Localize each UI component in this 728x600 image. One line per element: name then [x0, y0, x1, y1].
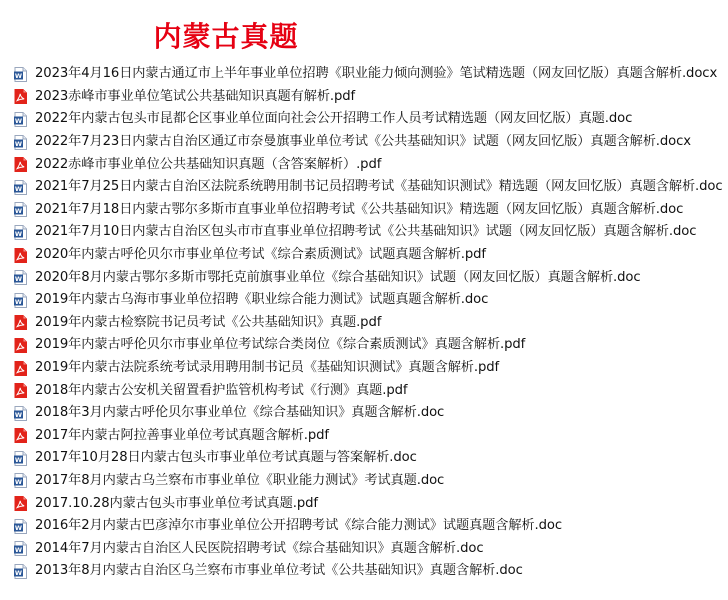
pdf-doc-icon — [14, 496, 27, 511]
file-name: 2023年4月16日内蒙古通辽市上半年事业单位招聘《职业能力倾向测验》笔试精选题（网友回忆版）真题含解析.docx — [35, 66, 718, 82]
file-name: 2017年8月内蒙古乌兰察布市事业单位《职业能力测试》考试真题.doc — [35, 472, 445, 488]
file-name: 2023赤峰市事业单位笔试公共基础知识真题有解析.pdf — [35, 88, 356, 104]
file-name: 2022年7月23日内蒙古自治区通辽市奈曼旗事业单位考试《公共基础知识》试题（网友回忆版）真题含解析.docx — [35, 134, 691, 150]
file-item[interactable] — [14, 379, 726, 402]
svg-text:W: W — [14, 275, 23, 284]
file-name: 2019年内蒙古呼伦贝尔市事业单位考试综合类岗位《综合素质测试》真题含解析.pdf — [35, 337, 526, 353]
file-name: 2021年7月25日内蒙古自治区法院系统聘用制书记员招聘考试《基础知识测试》精选题（网友回忆版）真题含解析.doc — [35, 179, 723, 195]
svg-text:W: W — [14, 297, 23, 306]
file-name: 2017年10月28日内蒙古包头市事业单位考试真题与答案解析.doc — [35, 450, 417, 466]
word-doc-icon — [14, 112, 27, 127]
svg-text:W: W — [14, 568, 23, 577]
word-doc-icon — [14, 202, 27, 217]
word-doc-icon — [14, 519, 27, 534]
file-item[interactable] — [14, 266, 726, 289]
pdf-doc-icon — [14, 315, 27, 330]
pdf-doc-icon — [14, 338, 27, 353]
pdf-doc-icon — [14, 361, 27, 376]
pdf-doc-icon — [14, 383, 27, 398]
file-item[interactable] — [14, 86, 726, 109]
file-name: 2019年内蒙古法院系统考试录用聘用制书记员《基础知识测试》真题含解析.pdf — [35, 360, 500, 376]
file-name: 2022年内蒙古包头市昆都仑区事业单位面向社会公开招聘工作人员考试精选题（网友回忆版）真题.doc — [35, 111, 633, 127]
svg-text:W: W — [14, 523, 23, 532]
svg-text:W: W — [14, 71, 23, 80]
file-name: 2021年7月18日内蒙古鄂尔多斯市直事业单位招聘考试《公共基础知识》精选题（网友回忆版）真题含解析.doc — [35, 201, 684, 217]
pdf-doc-icon — [14, 428, 27, 443]
file-name: 2018年3月内蒙古呼伦贝尔事业单位《综合基础知识》真题含解析.doc — [35, 405, 445, 421]
pdf-doc-icon — [14, 89, 27, 104]
pdf-doc-icon — [14, 157, 27, 172]
file-name: 2014年7月内蒙古自治区人民医院招聘考试《综合基础知识》真题含解析.doc — [35, 540, 484, 556]
file-name: 2021年7月10日内蒙古自治区包头市市直事业单位招聘考试《公共基础知识》试题（网友回忆版）真题含解析.doc — [35, 224, 697, 240]
file-item[interactable] — [14, 176, 726, 199]
svg-text:W: W — [14, 229, 23, 238]
svg-text:W: W — [14, 455, 23, 464]
pdf-doc-icon — [14, 248, 27, 263]
file-item[interactable] — [14, 131, 726, 154]
file-item[interactable] — [14, 402, 726, 425]
word-doc-icon — [14, 564, 27, 579]
file-name: 2020年内蒙古呼伦贝尔市事业单位考试《综合素质测试》试题真题含解析.pdf — [35, 247, 486, 263]
file-name: 2019年内蒙古检察院书记员考试《公共基础知识》真题.pdf — [35, 314, 382, 330]
file-item[interactable] — [14, 289, 726, 312]
file-name: 2022赤峰市事业单位公共基础知识真题（含答案解析）.pdf — [35, 156, 382, 172]
file-item[interactable] — [14, 447, 726, 470]
file-name: 2013年8月内蒙古自治区乌兰察布市事业单位考试《公共基础知识》真题含解析.doc — [35, 563, 523, 579]
word-doc-icon — [14, 406, 27, 421]
file-item[interactable] — [14, 470, 726, 493]
file-name: 2019年内蒙古乌海市事业单位招聘《职业综合能力测试》试题真题含解析.doc — [35, 292, 489, 308]
file-item[interactable] — [14, 357, 726, 380]
word-doc-icon — [14, 473, 27, 488]
file-item[interactable] — [14, 515, 726, 538]
word-doc-icon — [14, 270, 27, 285]
file-name: 2017年内蒙古阿拉善事业单位考试真题含解析.pdf — [35, 427, 329, 443]
file-item[interactable] — [14, 244, 726, 267]
word-doc-icon — [14, 541, 27, 556]
svg-text:W: W — [14, 410, 23, 419]
word-doc-icon — [14, 451, 27, 466]
file-name: 2018年内蒙古公安机关留置看护监管机构考试《行测》真题.pdf — [35, 382, 408, 398]
file-item[interactable] — [14, 334, 726, 357]
file-list — [14, 63, 726, 583]
file-item[interactable] — [14, 108, 726, 131]
file-item[interactable] — [14, 312, 726, 335]
file-name: 2020年8月内蒙古鄂尔多斯市鄂托克前旗事业单位《综合基础知识》试题（网友回忆版）真题含解析.doc — [35, 269, 641, 285]
file-name: 2017.10.28内蒙古包头市事业单位考试真题.pdf — [35, 495, 318, 511]
svg-text:W: W — [14, 478, 23, 487]
word-doc-icon — [14, 180, 27, 195]
word-doc-icon — [14, 135, 27, 150]
svg-text:W: W — [14, 207, 23, 216]
svg-text:W: W — [14, 546, 23, 555]
file-item[interactable] — [14, 560, 726, 583]
file-item[interactable] — [14, 63, 726, 86]
file-name: 2016年2月内蒙古巴彦淖尔市事业单位公开招聘考试《综合能力测试》试题真题含解析.doc — [35, 518, 562, 534]
svg-text:W: W — [14, 139, 23, 148]
word-doc-icon — [14, 67, 27, 82]
svg-text:W: W — [14, 184, 23, 193]
word-doc-icon — [14, 293, 27, 308]
file-item[interactable] — [14, 492, 726, 515]
file-item[interactable] — [14, 153, 726, 176]
file-item[interactable] — [14, 199, 726, 222]
svg-text:W: W — [14, 116, 23, 125]
file-item[interactable] — [14, 537, 726, 560]
file-item[interactable] — [14, 425, 726, 448]
file-item[interactable] — [14, 221, 726, 244]
page-title: 内蒙古真题 — [153, 20, 299, 53]
word-doc-icon — [14, 225, 27, 240]
